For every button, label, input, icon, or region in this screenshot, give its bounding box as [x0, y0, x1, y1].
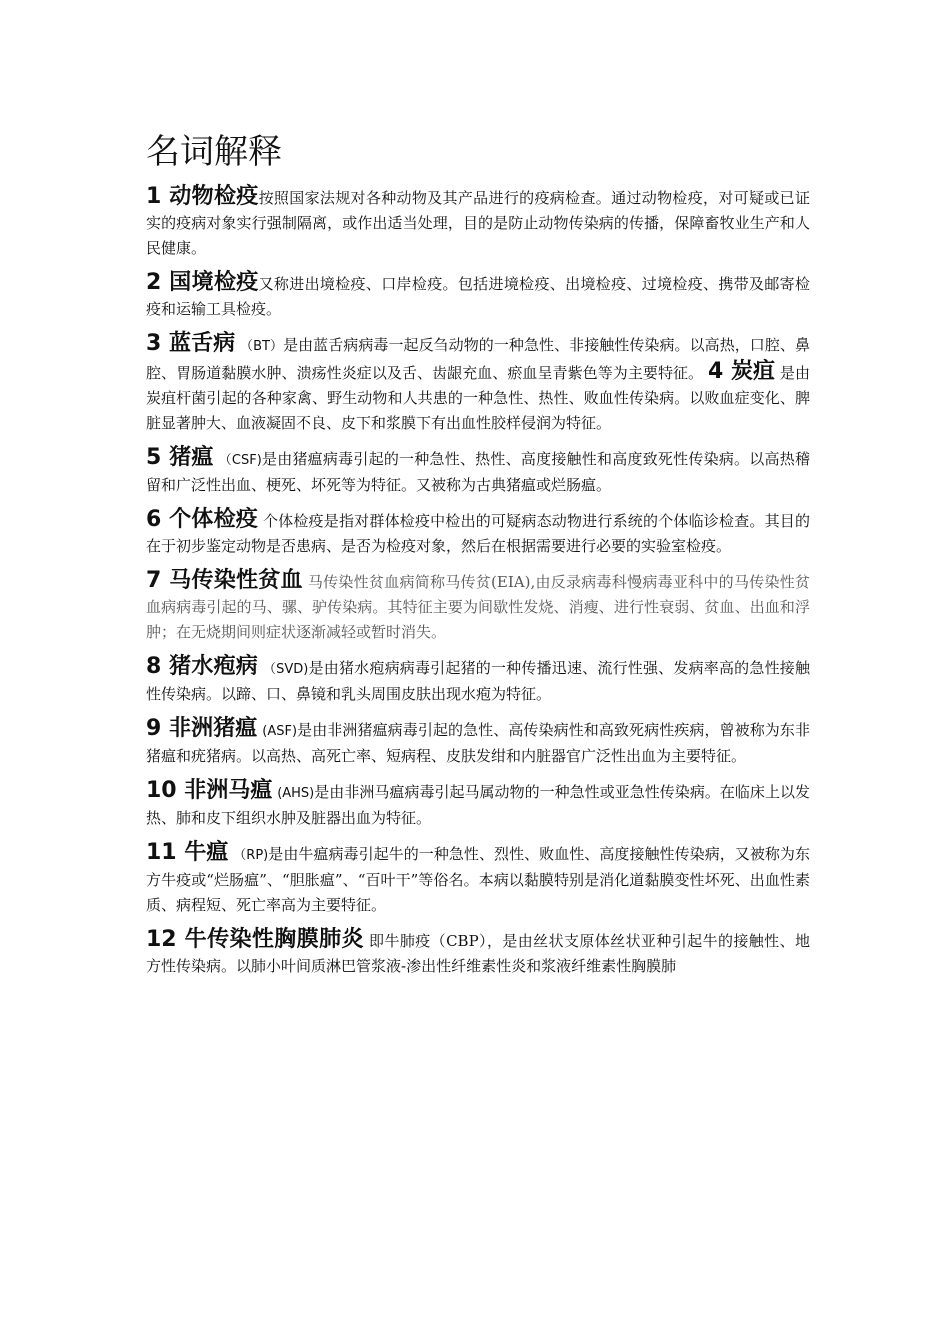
- entry-term-inline: 4 炭疽: [707, 359, 776, 384]
- entry-term: 3 蓝舌病: [146, 331, 236, 356]
- entry-text: 又称进出境检疫、口岸检疫。包括进境检疫、出境检疫、过境检疫、携带及邮寄检疫和运输工具检疫。: [146, 275, 811, 318]
- entry-abbr: (AHS): [277, 786, 315, 801]
- entry-term: 1 动物检疫: [146, 184, 259, 209]
- entry-9: [146, 716, 810, 769]
- entry-text: 是由猪瘟病毒引起的一种急性、热性、高度接触性和高度致死性传染病。以高热稽留和广泛性出血、梗死、坏死等为特征。又被称为古典猪瘟或烂肠瘟。: [146, 450, 810, 494]
- entry-text: 是由非洲马瘟病毒引起马属动物的一种急性或亚急性传染病。在临床上以发热、肺和皮下组织水肿及脏器出血为特征。: [146, 783, 810, 827]
- entry-text: 即牛肺疫（CBP），是由丝状支原体丝状亚种引起牛的接触性、地方性传染病。以肺小叶间质淋巴管浆液-渗出性纤维素性炎和浆液纤维素性胸膜肺: [146, 932, 810, 975]
- entry-abbr: （CSF): [218, 453, 262, 468]
- entry-1: [146, 184, 810, 261]
- entry-abbr: （RP): [233, 848, 269, 863]
- page-title: 名词解释: [146, 132, 282, 172]
- entry-abbr: （BT）: [240, 339, 284, 354]
- entry-10: [146, 778, 810, 831]
- entry-term: 6 个体检疫: [146, 507, 258, 532]
- entry-text: 是由牛瘟病毒引起牛的一种急性、烈性、败血性、高度接触性传染病，又被称为东方牛疫或“烂肠瘟”、“胆胀瘟”、“百叶干”等俗名。本病以黏膜特别是消化道黏膜变性坏死、出血性素质、病程短、死亡率高为主要特征。: [146, 845, 810, 914]
- entry-term: 9 非洲猪瘟: [146, 716, 258, 741]
- entry-abbr: （SVD): [262, 662, 309, 677]
- entry-term: 11 牛瘟: [146, 840, 229, 865]
- entry-7: [146, 568, 810, 645]
- entry-8: [146, 654, 810, 707]
- entry-text-inline: 是由炭疽杆菌引起的各种家禽、野生动物和人共患的一种急性、热性、败血性传染病。以败血症变化、脾脏显著肿大、血液凝固不良、皮下和浆膜下有出血性胶样侵润为特征。: [146, 364, 810, 432]
- entry-text: 个体检疫是指对群体检疫中检出的可疑病态动物进行系统的个体临诊检查。其目的在于初步鉴定动物是否患病、是否为检疫对象，然后在根据需要进行必要的实验室检疫。: [146, 512, 811, 555]
- entry-6: [146, 507, 810, 559]
- entry-text: 是由猪水疱病病毒引起猪的一种传播迅速、流行性强、发病率高的急性接触性传染病。以蹄、口、鼻镜和乳头周围皮肤出现水疱为特征。: [146, 659, 810, 703]
- entry-term: 12 牛传染性胸膜肺炎: [146, 927, 364, 952]
- entry-term: 2 国境检疫: [146, 270, 259, 295]
- entry-text: 马传染性贫血病简称马传贫(EIA),由反录病毒科慢病毒亚科中的马传染性贫血病病毒引起的马、骡、驴传染病。其特征主要为间歇性发烧、消瘦、进行性衰弱、贫血、出血和浮肿；在无烧期间则症状逐渐减轻或暂时消失。: [146, 573, 811, 641]
- entry-2: [146, 270, 810, 322]
- entry-3: [146, 331, 810, 436]
- entry-term: 10 非洲马瘟: [146, 778, 273, 803]
- entry-term: 7 马传染性贫血: [146, 568, 303, 593]
- entry-5: [146, 445, 810, 498]
- entry-text: 是由非洲猪瘟病毒引起的急性、高传染病性和高致死病性疾病，曾被称为东非猪瘟和疣猪病。以高热、高死亡率、短病程、皮肤发绀和内脏器官广泛性出血为主要特征。: [146, 721, 810, 765]
- entry-11: [146, 840, 810, 918]
- entry-text: 按照国家法规对各种动物及其产品进行的疫病检查。通过动物检疫，对可疑或已证实的疫病对象实行强制隔离，或作出适当处理，目的是防止动物传染病的传播，保障畜牧业生产和人民健康。: [146, 189, 811, 257]
- entry-text: 是由蓝舌病病毒一起反刍动物的一种急性、非接触性传染病。以高热，口腔、鼻腔、胃肠道黏膜水肿、溃疡性炎症以及舌、齿龈充血、瘀血呈青紫色等为主要特征。: [146, 336, 810, 382]
- entry-term: 8 猪水疱病: [146, 654, 258, 679]
- entry-12: [146, 927, 810, 979]
- entry-term: 5 猪瘟: [146, 445, 214, 470]
- document-content: [146, 128, 810, 988]
- entry-abbr: (ASF): [262, 724, 298, 739]
